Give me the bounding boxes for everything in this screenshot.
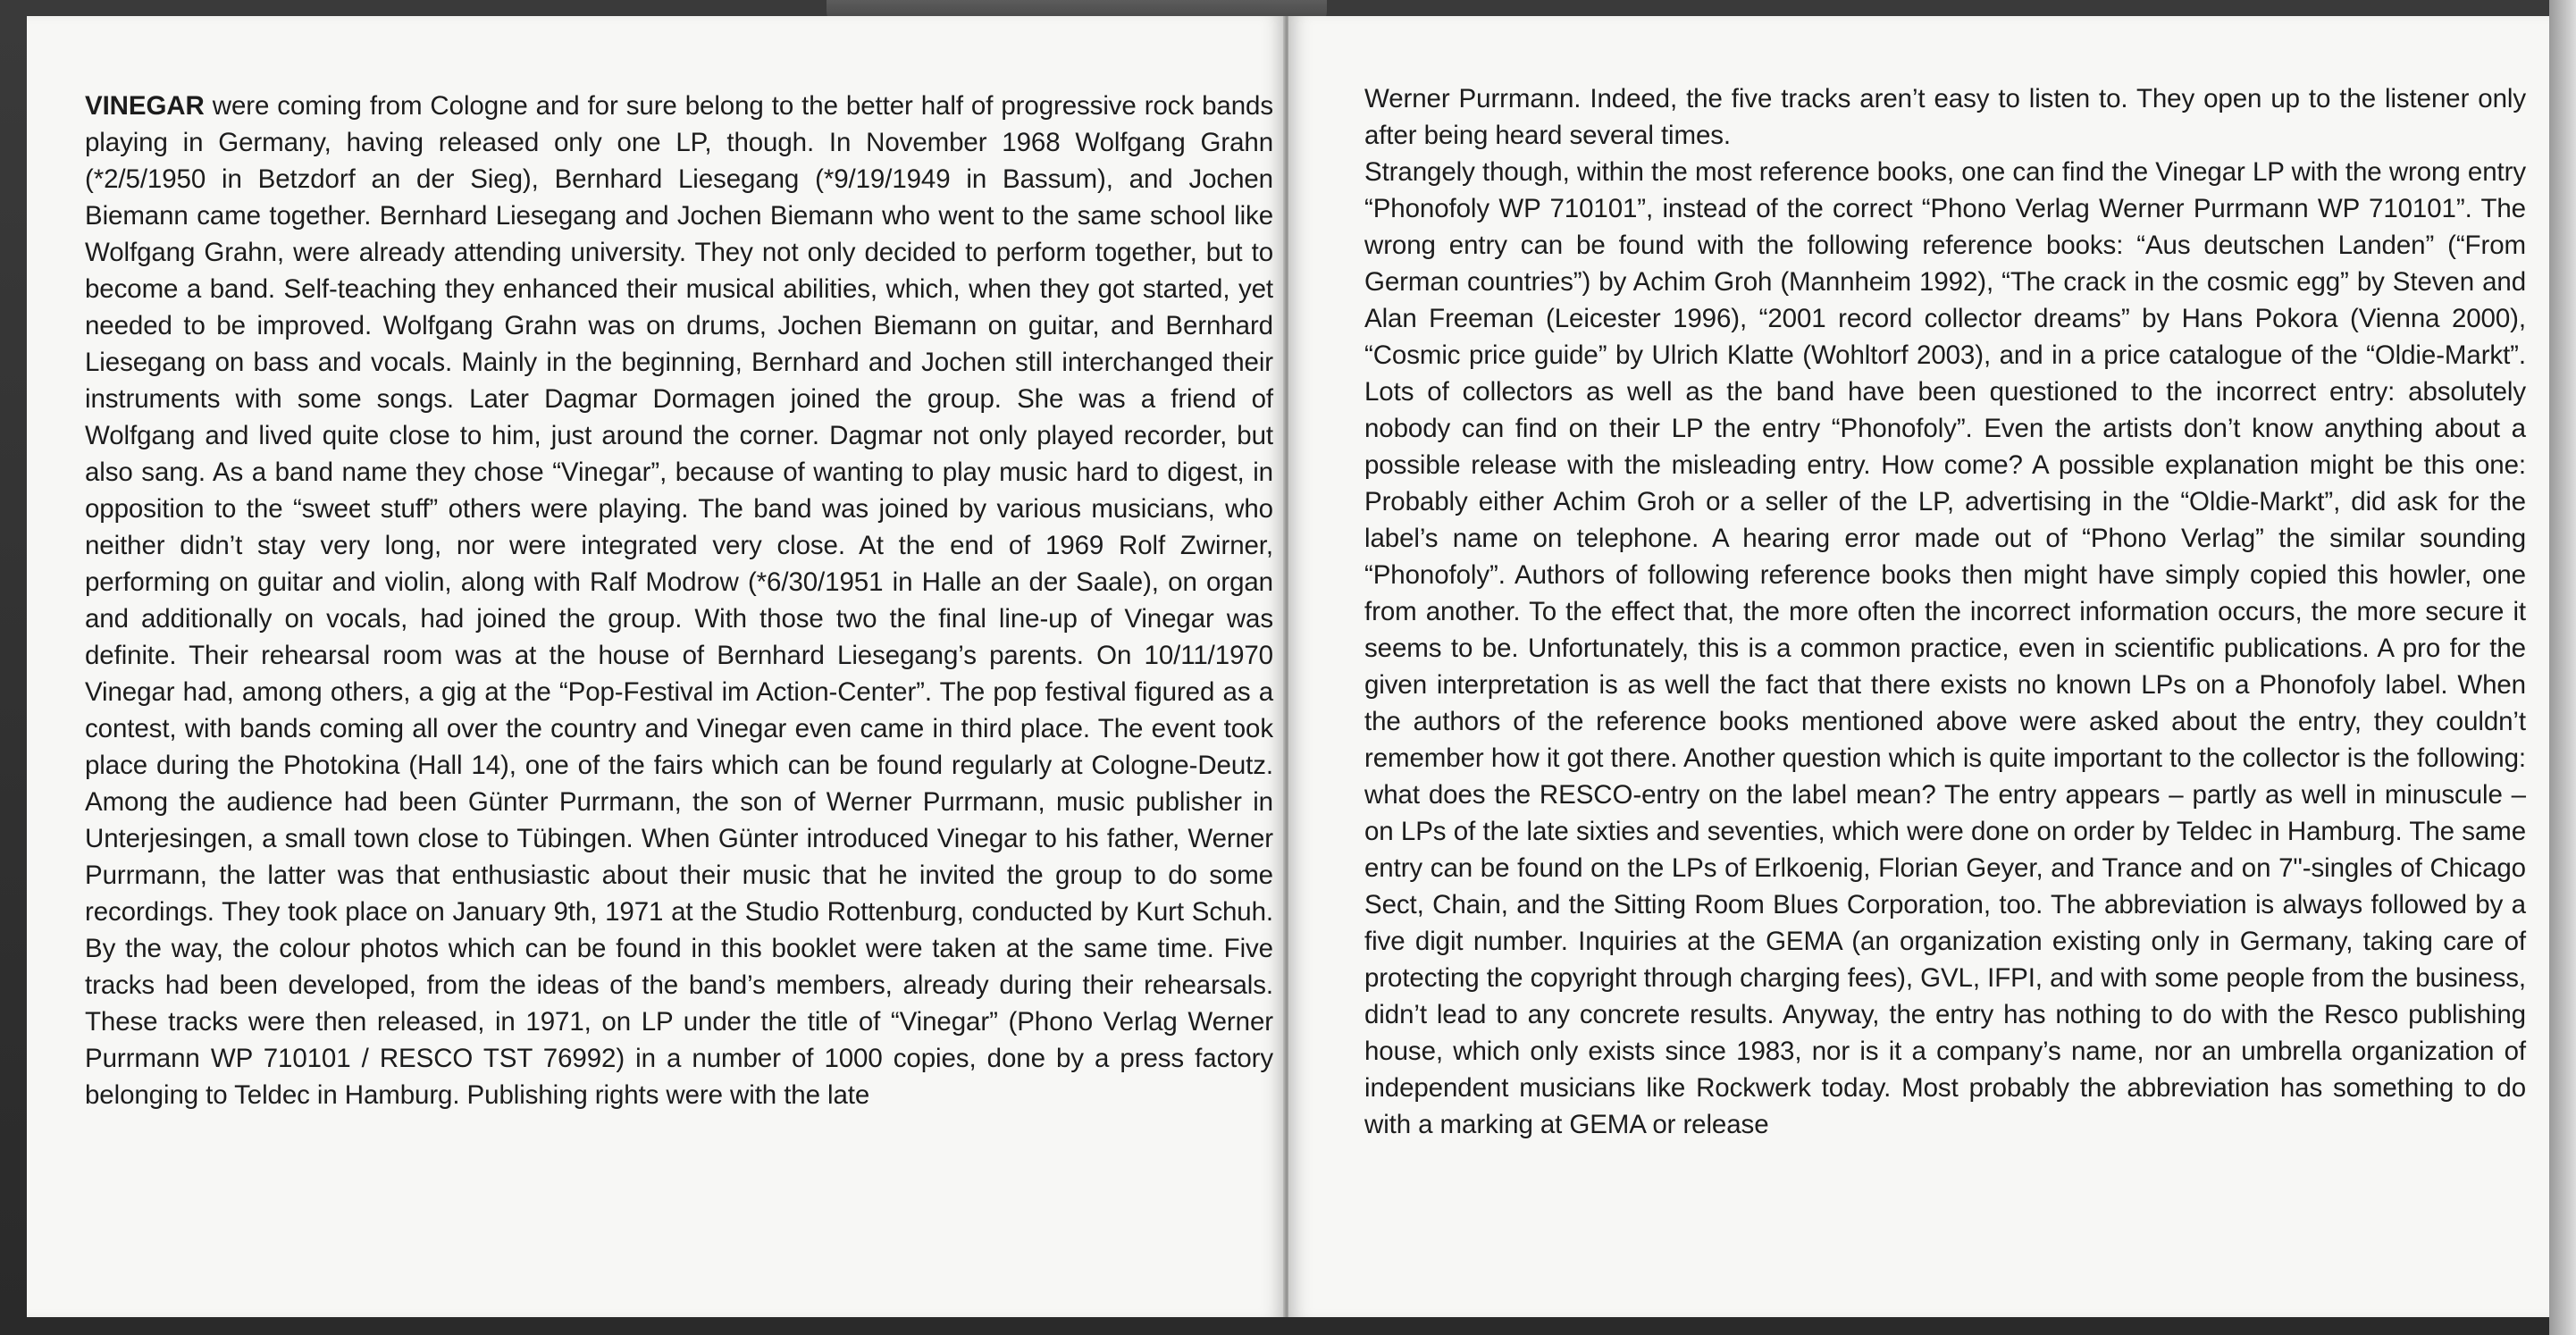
right-paragraph-1: Werner Purrmann. Indeed, the five tracks aren’t easy to listen to. They open up to the listener only after being heard several times. [1364,84,2526,150]
right-paragraph-2: Strangely though, within the most reference books, one can find the Vinegar LP with the wrong entry “Phonofoly WP 710101”, instead of the correct “Phono Verlag Werner Purrmann WP 710101”. The wrong entry can be found with the following reference books: “Aus deutschen Landen” (“From German countries”) by Achim Groh (Mannheim 1992), “The crack in the cosmic egg” by Steven and Alan Freeman (Leicester 1996), “2001 record collector dreams” by Hans Pokora (Vienna 2000), “Cosmic price guide” by Ulrich Klatte (Wohltorf 2003), and in a price catalogue of the “Oldie-Markt”. Lots of collectors as well as the band have been questioned to the incorrect entry: absolutely nobody can find on their LP the entry “Phonofoly”. Even the artists don’t know anything about a possible release with the misleading entry. How come? A possible explanation might be this one: Probably either Achim Groh or a seller of the LP, advertising in the “Oldie-Markt”, did ask for the label’s name on telephone. A hearing error made out of “Phono Verlag” the similar sounding “Phonofoly”. Authors of following reference books then might have simply copied this howler, one from another. To the effect that, the more often the incorrect information occurs, the more secure it seems to be. Unfortunately, this is a common practice, even in scientific publications. A pro for the given interpretation is as well the fact that there exists no known LPs on a Phonofoly label. When the authors of the reference books mentioned above were asked about the entry, they couldn’t remember how it got there. Another question which is quite important to the collector is the following: what does the RESCO-entry on the label mean? The entry appears – partly as well in minuscule – on LPs of the late sixties and seventies, which were done on order by Teldec in Hamburg. The same entry can be found on the LPs of Erlkoenig, Florian Geyer, and Trance and on 7"-singles of Chicago Sect, Chain, and the Sitting Room Blues Corporation, too. The abbreviation is always followed by a five digit number. Inquiries at the GEMA (an organization existing only in Germany, taking care of protecting the copyright through charging fees), GVL, IFPI, and with some people from the business, didn’t lead to any concrete results. Anyway, the entry has nothing to do with the Resco publishing house, which only exists since 1983, nor is it a company’s name, nor an umbrella organization of independent musicians like Rockwerk today. Most probably the abbreviation has something to do with a marking at GEMA or release [1364,157,2526,1139]
left-page-text [85,88,1273,1113]
scan-edge [2549,0,2576,1335]
right-page [1288,16,2549,1317]
left-body-text: were coming from Cologne and for sure belong to the better half of progressive rock bands playing in Germany, having released only one LP, though. In November 1968 Wolfgang Grahn (*2/5/1950 in Betzdorf an der Sieg), Bernhard Liesegang (*9/19/1949 in Bassum), and Jochen Biemann came together. Bernhard Liesegang and Jochen Biemann who went to the same school like Wolfgang Grahn, were already attending university. They not only decided to perform together, but to become a band. Self-teaching they enhanced their musical abilities, which, when they got started, yet needed to be improved. Wolfgang Grahn was on drums, Jochen Biemann on guitar, and Bernhard Liesegang on bass and vocals. Mainly in the beginning, Bernhard and Jochen still interchanged their instruments with some songs. Later Dagmar Dormagen joined the group. She was a friend of Wolfgang and lived quite close to him, just around the corner. Dagmar not only played recorder, but also sang. As a band name they chose “Vinegar”, because of wanting to play music hard to digest, in opposition to the “sweet stuff” others were playing. The band was joined by various musicians, who neither didn’t stay very long, nor were integrated very close. At the end of 1969 Rolf Zwirner, performing on guitar and violin, along with Ralf Modrow (*6/30/1951 in Halle an der Saale), on organ and additionally on vocals, had joined the group. With those two the final line-up of Vinegar was definite. Their rehearsal room was at the house of Bernhard Liesegang’s parents. On 10/11/1970 Vinegar had, among others, a gig at the “Pop-Festival im Action-Center”. The pop festival figured as a contest, with bands coming all over the country and Vinegar even came in third place. The event took place during the Photokina (Hall 14), one of the fairs which can be found regularly at Cologne-Deutz. Among the audience had been Günter Purrmann, the son of Werner Purrmann, music publisher in Unterjesingen, a small town close to Tübingen. When Günter introduced Vinegar to his father, Werner Purrmann, the latter was that enthusiastic about their music that he invited the group to do some recordings. They took place on January 9th, 1971 at the Studio Rottenburg, conducted by Kurt Schuh. By the way, the colour photos which can be found in this booklet were taken at the same time. Five tracks had been developed, from the ideas of the band’s members, already during their rehearsals. These tracks were then released, in 1971, on LP under the title of “Vinegar” (Phono Verlag Werner Purrmann WP 710101 / RESCO TST 76992) in a number of 1000 copies, done by a press factory belonging to Teldec in Hamburg. Publishing rights were with the late [85,91,1273,1110]
band-name-lead: VINEGAR [85,91,205,121]
left-page [27,16,1285,1317]
right-page-text [1364,80,2526,1143]
left-paragraph [85,88,1273,1113]
